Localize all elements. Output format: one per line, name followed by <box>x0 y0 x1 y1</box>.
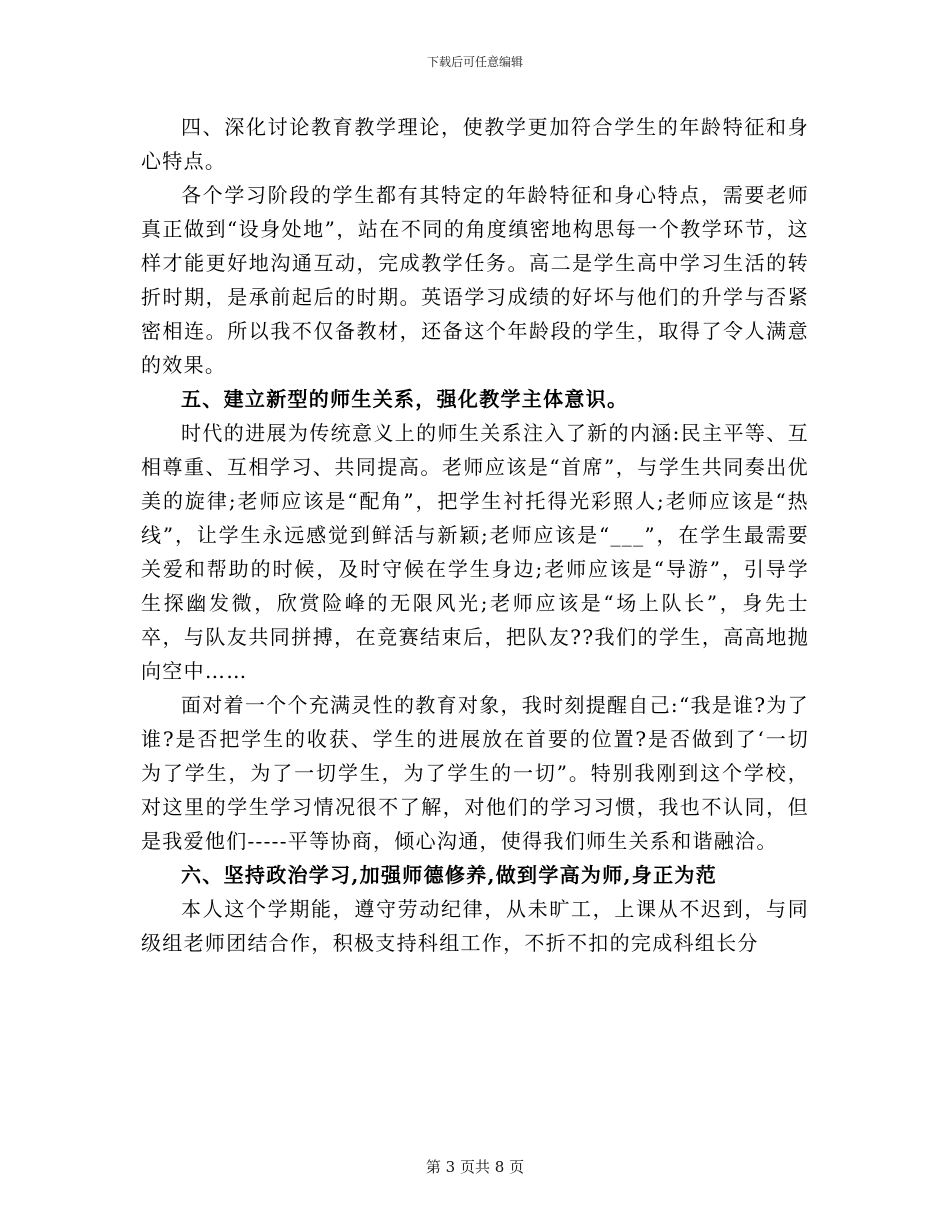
paragraph-self-reflection: 面对着一个个充满灵性的教育对象，我时刻提醒自己:“我是谁?为了谁?是否把学生的收获、学生的进展放在首要的位置?是否做到了‘一切为了学生，为了一切学生，为了学生的一切”。特别我刚到这个学校，对这里的学生学习情况很不了解，对他们的学习习惯，我也不认同，但是我爱他们-----平等协商，倾心沟通，使得我们师生关系和谐融洽。 <box>141 693 809 853</box>
paragraph-age-characteristics: 各个学习阶段的学生都有其特定的年龄特征和身心特点，需要老师真正做到“设身处地”，站在不同的角度缜密地构思每一个教学环节，这样才能更好地沟通互动，完成教学任务。高二是学生高中学习生活的转折时期，是承前起后的时期。英语学习成绩的好坏与他们的升学与否紧密相连。所以我不仅备教材，还备这个年龄段的学生，取得了令人满意的效果。 <box>141 183 809 377</box>
page-number: 第 3 页共 8 页 <box>425 1158 525 1176</box>
page-header-note: 下载后可任意编辑 <box>426 55 523 69</box>
heading-section-six: 六、坚持政治学习,加强师德修养,做到学高为师,身正为范 <box>181 863 717 887</box>
document-body <box>141 110 809 960</box>
paragraph-teacher-roles: 时代的进展为传统意义上的师生关系注入了新的内涵:民主平等、互相尊重、互相学习、共同提高。老师应该是“首席”，与学生共同奏出优美的旋律;老师应该是“配角”，把学生衬托得光彩照人;老师应该是“热线”，让学生永远感觉到鲜活与新颖;老师应该是“___”，在学生最需要关爱和帮助的时候，及时守候在学生身边;老师应该是“导游”，引导学生探幽发微，欣赏险峰的无限风光;老师应该是“场上队长”，身先士卒，与队友共同拼搏，在竞赛结束后，把队友??我们的学生，高高地抛向空中…… <box>141 421 809 683</box>
paragraph-work-discipline: 本人这个学期能，遵守劳动纪律，从未旷工，上课从不迟到，与同级组老师团结合作，积极支持科组工作，不折不扣的完成科组长分 <box>141 897 809 955</box>
paragraph-section-four: 四、深化讨论教育教学理论，使教学更加符合学生的年龄特征和身心特点。 <box>141 115 809 173</box>
heading-section-five: 五、建立新型的师生关系，强化教学主体意识。 <box>181 387 629 411</box>
